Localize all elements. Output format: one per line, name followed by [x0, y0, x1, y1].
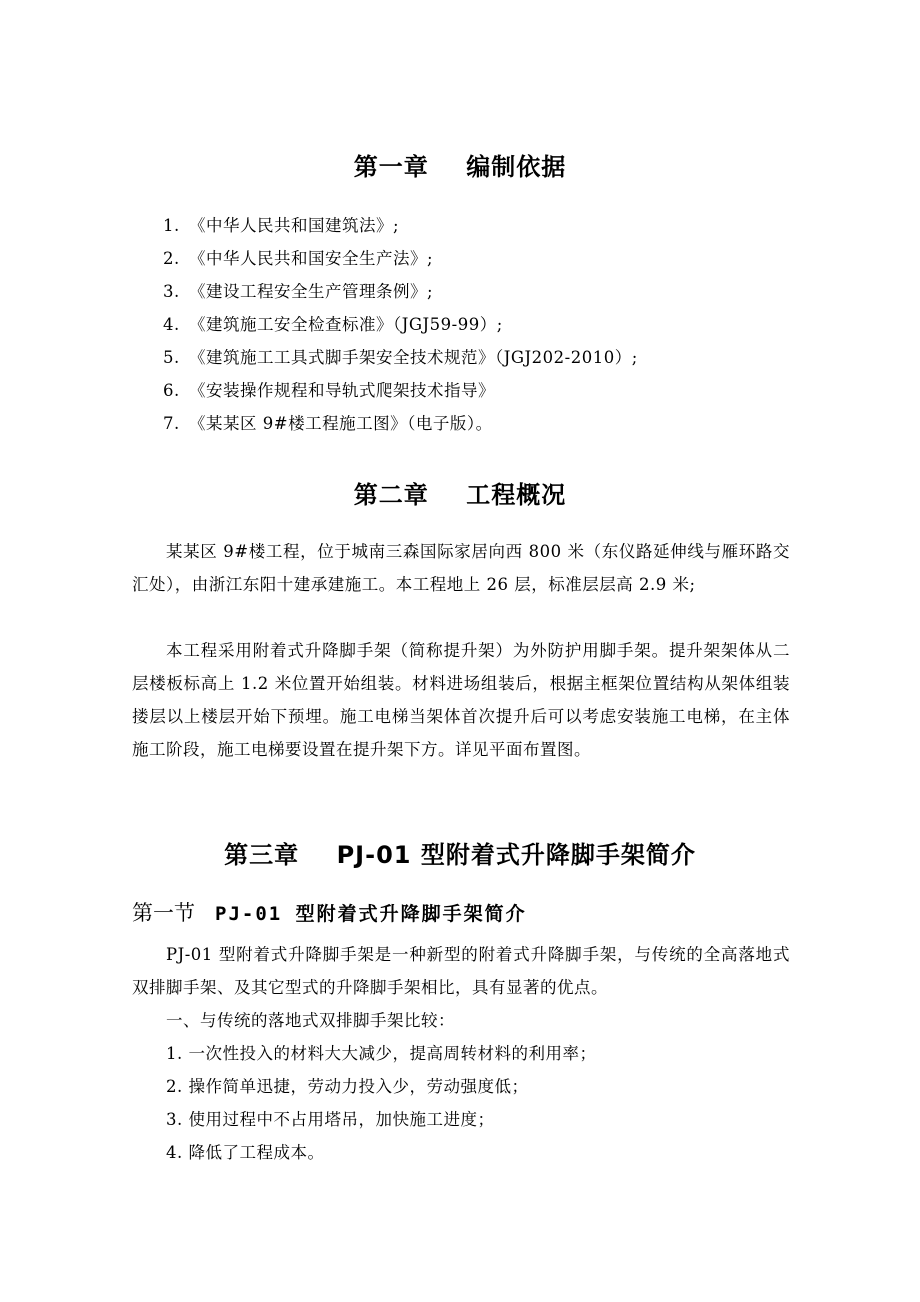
list-item: [163, 341, 638, 374]
list-item-text: 《某某区 9#楼工程施工图》（电子版）。: [189, 414, 493, 433]
section-1-title: [132, 898, 527, 929]
section-name: PJ-01 型附着式升降脚手架简介: [215, 903, 527, 925]
list-item-number: 6.: [163, 381, 180, 400]
list-item-text: 《建筑施工工具式脚手架安全技术规范》（JGJ202-2010）;: [189, 348, 638, 367]
chapter-1-title: 第一章 编制依据: [353, 153, 567, 181]
list-item-number: 1.: [163, 216, 180, 235]
list-item-text: 《建设工程安全生产管理条例》;: [189, 282, 434, 301]
list-item-number: 2.: [163, 249, 180, 268]
list-item: [163, 242, 638, 275]
list-item: [163, 308, 638, 341]
list-item: [163, 275, 638, 308]
list-item: [163, 209, 638, 242]
overview-paragraph: 某某区 9#楼工程，位于城南三森国际家居向西 800 米（东仪路延伸线与雁环路交汇处），由浙江东阳十建承建施工。本工程地上 26 层，标准层层高 2.9 米;: [132, 542, 790, 594]
intro-paragraph: PJ-01 型附着式升降脚手架是一种新型的附着式升降脚手架，与传统的全高落地式双排脚手架、及其它型式的升降脚手架相比，具有显著的优点。: [132, 945, 790, 997]
list-item: [163, 374, 638, 407]
advantage-item: 3. 使用过程中不占用塔吊，加快施工进度；: [166, 1110, 495, 1129]
list-item-text: 《建筑施工安全检查标准》（JGJ59-99）;: [189, 315, 503, 334]
list-item-number: 5.: [163, 348, 180, 367]
advantage-item: 1. 一次性投入的材料大大减少，提高周转材料的利用率；: [166, 1044, 597, 1063]
list-item-number: 7.: [163, 414, 180, 433]
list-item-number: 3.: [163, 282, 180, 301]
reference-list: [163, 209, 638, 440]
advantage-item: 4. 降低了工程成本。: [166, 1143, 325, 1162]
chapter-3-title: 第三章 PJ-01 型附着式升降脚手架简介: [224, 841, 696, 869]
list-item-text: 《安装操作规程和导轨式爬架技术指导》: [189, 381, 495, 400]
list-item: [163, 407, 638, 440]
list-item-text: 《中华人民共和国安全生产法》;: [189, 249, 434, 268]
section-label: 第一节: [132, 901, 195, 925]
list-item-number: 4.: [163, 315, 180, 334]
list-item-text: 《中华人民共和国建筑法》;: [189, 216, 400, 235]
scaffold-paragraph: 本工程采用附着式升降脚手架（简称提升架）为外防护用脚手架。提升架架体从二层楼板标高上 1.2 米位置开始组装。材料进场组装后，根据主框架位置结构从架体组装搂层以上楼层开始下预埋。施工电梯当架体首次提升后可以考虑安装施工电梯，在主体施工阶段，施工电梯要设置在提升架下方。详见平面布置图。: [132, 641, 790, 759]
advantage-item: 2. 操作简单迅捷，劳动力投入少，劳动强度低；: [166, 1077, 529, 1096]
chapter-2-title: 第二章 工程概况: [353, 481, 567, 509]
comparison-heading: 一、与传统的落地式双排脚手架比较：: [166, 1011, 455, 1030]
